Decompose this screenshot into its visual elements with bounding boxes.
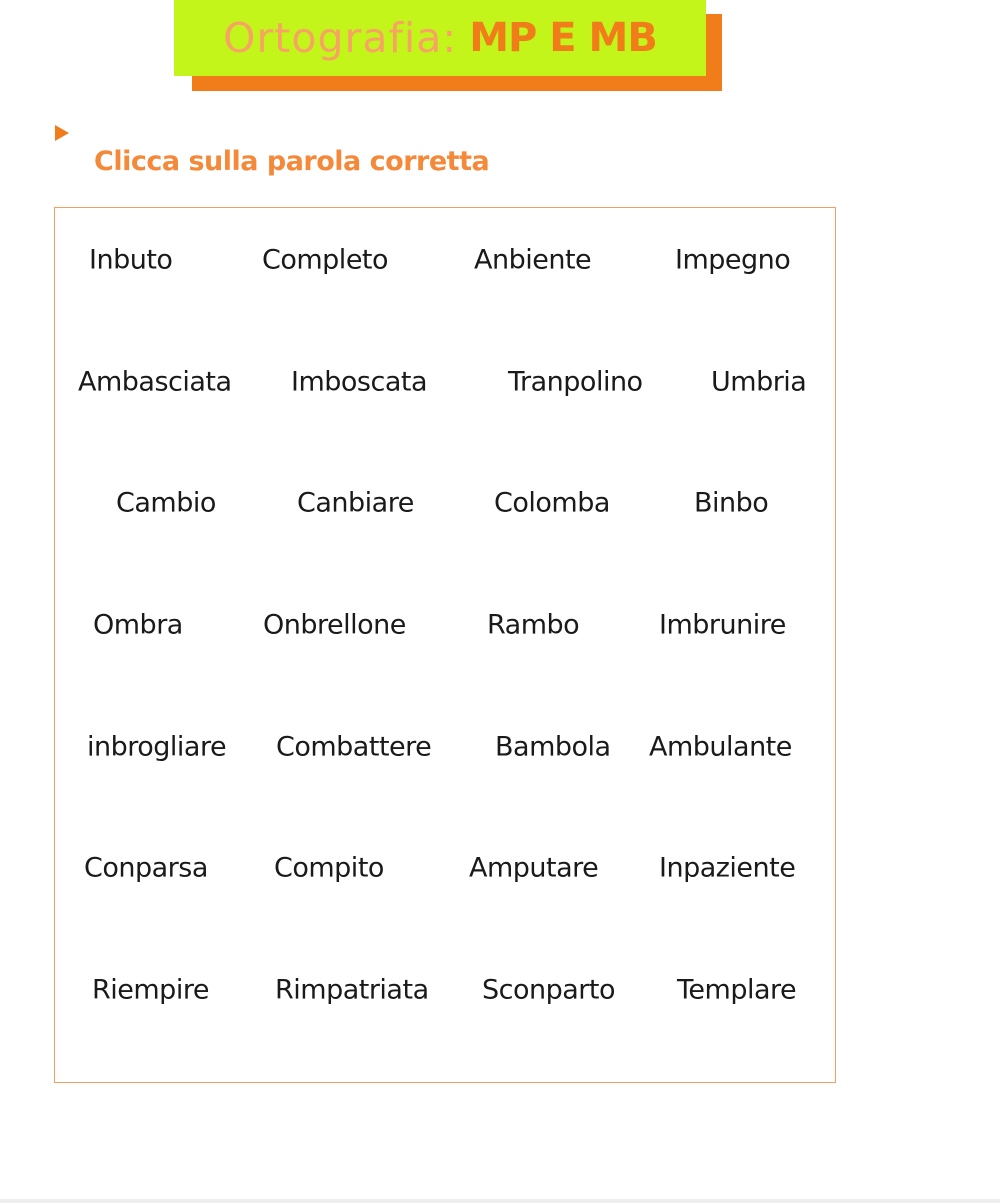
word-option-inbrogliare[interactable]: inbrogliare [87,731,227,763]
word-option-impegno[interactable]: Impegno [675,244,791,276]
word-option-canbiare[interactable]: Canbiare [297,487,414,519]
play-triangle-icon [55,125,69,141]
word-option-sconparto[interactable]: Sconparto [482,974,616,1006]
word-option-amputare[interactable]: Amputare [469,852,599,884]
word-option-completo[interactable]: Completo [262,244,389,276]
word-choice-panel [54,207,836,1083]
word-option-inpaziente[interactable]: Inpaziente [659,852,796,884]
title-banner [174,0,706,76]
word-option-cambio[interactable]: Cambio [116,487,216,519]
word-option-rambo[interactable]: Rambo [487,609,580,641]
word-option-onbrellone[interactable]: Onbrellone [263,609,406,641]
word-option-combattere[interactable]: Combattere [276,731,432,763]
word-option-ambasciata[interactable]: Ambasciata [78,366,232,398]
word-option-rimpatriata[interactable]: Rimpatriata [275,974,429,1006]
title-prefix: Ortografia: [223,14,458,62]
word-option-imboscata[interactable]: Imboscata [291,366,428,398]
word-option-anbiente[interactable]: Anbiente [474,244,592,276]
word-option-conparsa[interactable]: Conparsa [84,852,208,884]
word-option-umbria[interactable]: Umbria [711,366,807,398]
word-option-tranpolino[interactable]: Tranpolino [508,366,643,398]
title-highlight: MP E MB [469,15,657,61]
instruction-text: Clicca sulla parola corretta [94,146,490,177]
word-option-riempire[interactable]: Riempire [92,974,209,1006]
word-option-ombra[interactable]: Ombra [93,609,183,641]
word-option-ambulante[interactable]: Ambulante [649,731,792,763]
word-option-colomba[interactable]: Colomba [494,487,610,519]
word-option-bambola[interactable]: Bambola [495,731,611,763]
word-option-inbuto[interactable]: Inbuto [89,244,173,276]
word-option-compito[interactable]: Compito [274,852,384,884]
word-option-imbrunire[interactable]: Imbrunire [659,609,786,641]
bottom-divider [0,1199,1000,1203]
word-option-templare[interactable]: Templare [677,974,797,1006]
word-option-binbo[interactable]: Binbo [694,487,769,519]
